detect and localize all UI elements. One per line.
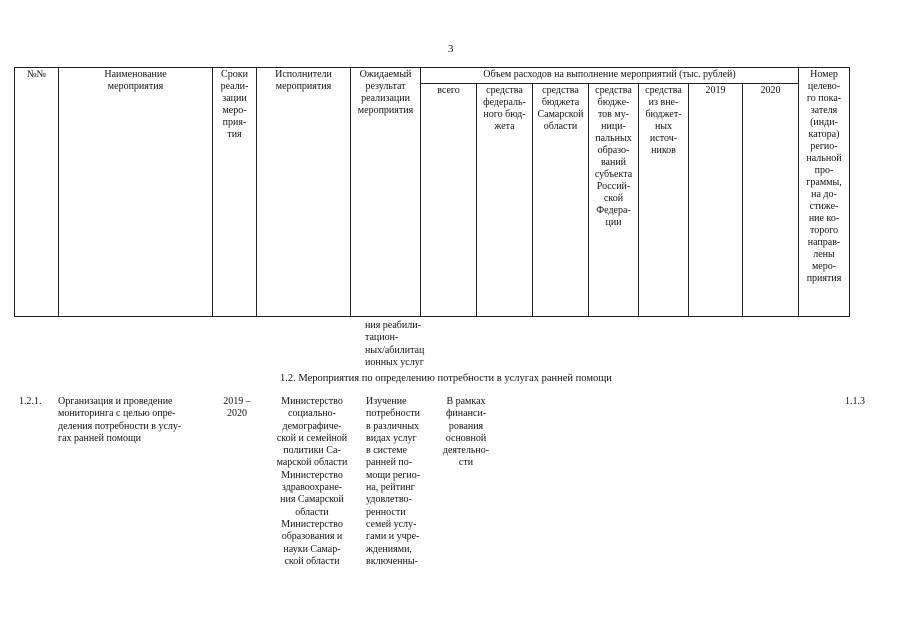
col-offbudget-header: средства из вне- бюджет- ных источ- ников [639, 84, 689, 317]
col-federal-header: средства федераль- ного бюд- жета [477, 84, 533, 317]
col-volume-header: Объем расходов на выполнение мероприятий (тыс. рублей) [421, 68, 799, 84]
col-indicator-header: Номер целево- го пока- зателя (инди- катора) регио- нальной про- граммы, на до- стиже- ние ко- торого направ- лены меро- приятия [799, 68, 850, 317]
row-name: Организация и проведение мониторинга с целью опре- деления потребности в услу- гах ранней помощи [58, 396, 182, 444]
col-expected-header: Ожидаемый результат реализации мероприятия [351, 68, 421, 317]
col-number-header: №№ [15, 68, 59, 317]
row-number: 1.2.1. [19, 396, 42, 407]
col-executors-header: Исполнители мероприятия [257, 68, 351, 317]
col-municipal-header: средства бюдже- тов му- ници- пальных образо- ваний субъекта Россий- ской Федера- ции [589, 84, 639, 317]
page-number: 3 [448, 43, 454, 55]
col-regional-header: средства бюджета Самарской области [533, 84, 589, 317]
carryover-text: ния реабили- тацион- ных/абилитац ионных услуг [365, 320, 425, 368]
col-2020-header: 2020 [743, 84, 799, 317]
col-name-header: Наименование мероприятия [59, 68, 213, 317]
col-terms-header: Сроки реали- зации меро- прия- тия [213, 68, 257, 317]
section-title: 1.2. Мероприятия по определению потребности в услугах ранней помощи [280, 373, 612, 384]
row-terms: 2019 – 2020 [223, 396, 251, 420]
plan-header-table [14, 67, 850, 317]
row-executors: Министерство социально- демографиче- ской и семейной политики Са- марской области Министерство здравоохране- ния Самарской области Министерство образования и науки Самар- ской области [276, 396, 348, 567]
col-2019-header: 2019 [689, 84, 743, 317]
row-indicator: 1.1.3 [845, 396, 865, 407]
row-financing: В рамках финанси- рования основной деятельно- сти [442, 396, 490, 469]
col-total-header: всего [421, 84, 477, 317]
row-expected: Изучение потребности в различных видах услуг в системе ранней по- мощи регио- на, рейтинг удовлетво- ренности семей услу- гами и учре- ждениями, включенны- [366, 396, 421, 567]
